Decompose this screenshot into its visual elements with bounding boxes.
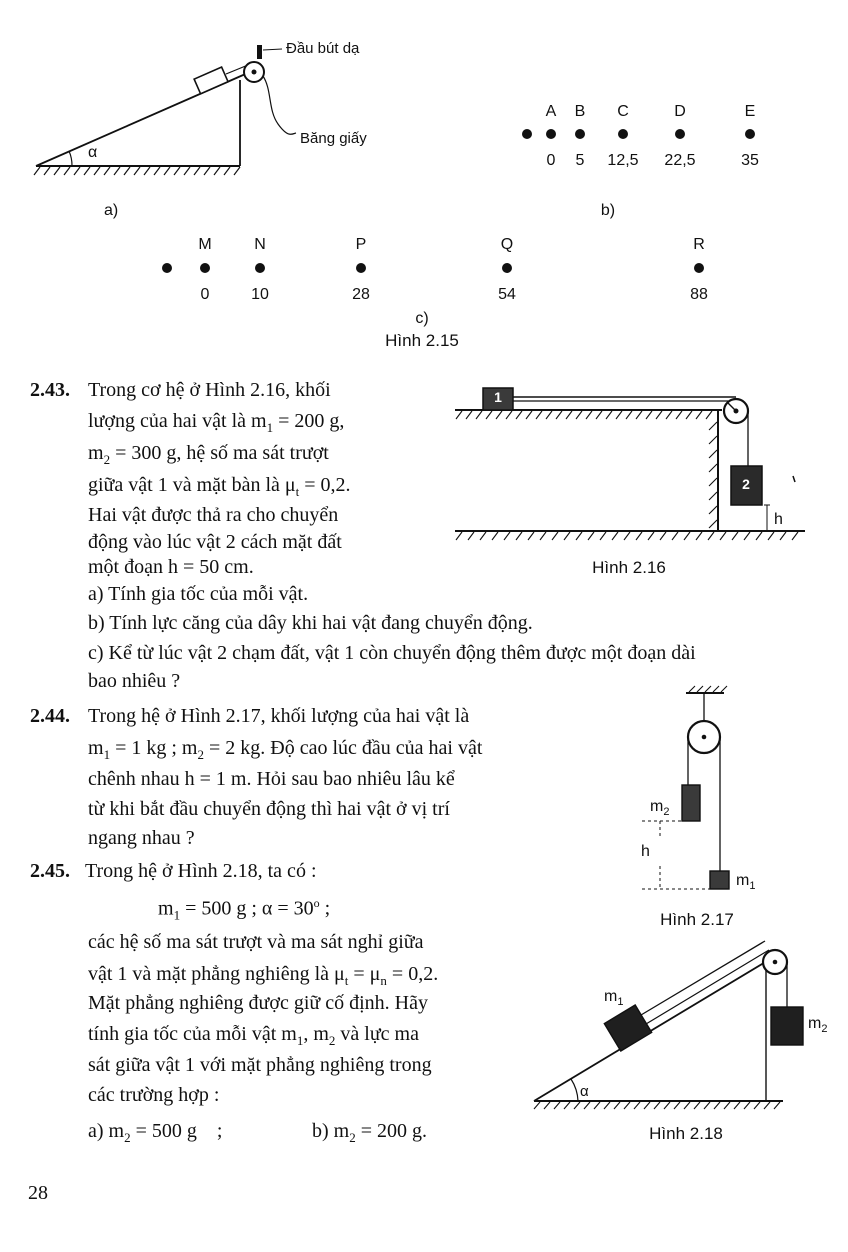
caption-2-16: Hình 2.16: [592, 558, 666, 577]
page-number: 28: [28, 1182, 48, 1204]
text-line: lượng của hai vật là $m_1 = 200$ g,: [88, 410, 345, 435]
sublabel-c: c): [415, 310, 429, 327]
question-b: b) Tính lực căng của dây khi hai vật đang chuyển động.: [88, 612, 533, 634]
pen-label: Đầu bút dạ: [286, 40, 360, 57]
text-line: sát giữa vật 1 với mặt phẳng nghiêng trong: [88, 1054, 432, 1076]
point-B-name: B: [574, 103, 586, 120]
text-line: $m_1 = 1$ kg ; $m_2 = 2$ kg. Độ cao lúc đầu của hai vật: [88, 737, 483, 762]
text-line: ngang nhau ?: [88, 827, 195, 849]
point-N-name: N: [254, 236, 266, 253]
caption-2-15: Hình 2.15: [385, 331, 459, 350]
point-N-value: 10: [251, 286, 269, 303]
problem-number: 2.45.: [30, 860, 70, 882]
point-C-value: 12,5: [607, 152, 639, 169]
text-line: một đoạn h = 50 cm.: [88, 556, 254, 578]
text-line: Trong hệ ở Hình 2.17, khối lượng của hai vật là: [88, 705, 470, 727]
point-P-name: P: [355, 236, 367, 253]
point-D-name: D: [674, 103, 686, 120]
h-label: h: [774, 511, 783, 528]
point-E-name: E: [744, 103, 756, 120]
question-a: a) Tính gia tốc của mỗi vật.: [88, 583, 309, 605]
point-M-name: M: [198, 236, 212, 253]
point-R-name: R: [693, 236, 705, 253]
sublabel-b: b): [600, 202, 616, 219]
question-c: c) Kể từ lúc vật 2 chạm đất, vật 1 còn chuyển động thêm được một đoạn dài: [88, 642, 696, 664]
h-label: h: [641, 843, 650, 860]
point-C-name: C: [617, 103, 629, 120]
point-E-value: 35: [741, 152, 759, 169]
problem-number: 2.43.: [30, 379, 70, 401]
text-line: giữa vật 1 và mặt bàn là $\mu_t = 0,2$.: [88, 474, 351, 499]
caption-2-17: Hình 2.17: [660, 910, 734, 929]
m1-label: $m_1$: [736, 872, 756, 893]
text-line: các hệ số ma sát trượt và ma sát nghỉ giữa: [88, 931, 424, 953]
text-line: chênh nhau h = 1 m. Hỏi sau bao nhiêu lâu kể: [88, 768, 455, 790]
m1-label: $m_1$: [604, 988, 624, 1009]
text-line: từ khi bắt đầu chuyển động thì hai vật ở vị trí: [88, 798, 450, 820]
point-A-value: 0: [546, 152, 556, 169]
point-R-value: 88: [690, 286, 708, 303]
text-line: động vào lúc vật 2 cách mặt đất: [88, 531, 342, 553]
m2-label: $m_2$: [650, 798, 670, 819]
given-values: $m_1 = 500$ g ; $\alpha = 30^o$ ;: [158, 896, 331, 923]
angle-label: α: [580, 1083, 589, 1100]
point-Q-value: 54: [498, 286, 516, 303]
text-line: $m_2 = 300$ g, hệ số ma sát trượt: [88, 442, 329, 467]
block2-label: 2: [742, 476, 750, 492]
point-M-value: 0: [200, 286, 210, 303]
text-line: tính gia tốc của mỗi vật $m_1$, $m_2$ và lực ma: [88, 1023, 419, 1048]
text-line: Trong cơ hệ ở Hình 2.16, khối: [88, 379, 331, 401]
text-line: các trường hợp :: [88, 1084, 220, 1106]
sublabel-a: a): [104, 202, 119, 219]
point-B-value: 5: [575, 152, 585, 169]
m2-label: $m_2$: [808, 1015, 828, 1036]
question-c-cont: bao nhiêu ?: [88, 670, 181, 692]
problem-number: 2.44.: [30, 705, 70, 727]
text-line: Mặt phẳng nghiêng được giữ cố định. Hãy: [88, 992, 428, 1014]
point-P-value: 28: [352, 286, 370, 303]
text-line: Trong hệ ở Hình 2.18, ta có :: [85, 860, 317, 882]
block1-label: 1: [494, 389, 502, 405]
point-Q-name: Q: [500, 236, 514, 253]
text-line: Hai vật được thả ra cho chuyển: [88, 504, 339, 526]
point-A-name: A: [545, 103, 557, 120]
case-b: b) $m_2 = 200$ g.: [312, 1120, 427, 1145]
caption-2-18: Hình 2.18: [649, 1124, 723, 1143]
point-D-value: 22,5: [664, 152, 696, 169]
case-a: a) $m_2 = 500$ g ;: [88, 1120, 223, 1145]
angle-label: α: [88, 144, 98, 161]
tape-label: Băng giấy: [300, 130, 367, 147]
text-line: vật 1 và mặt phẳng nghiêng là $\mu_t = \mu_n = 0,2$.: [88, 963, 439, 988]
